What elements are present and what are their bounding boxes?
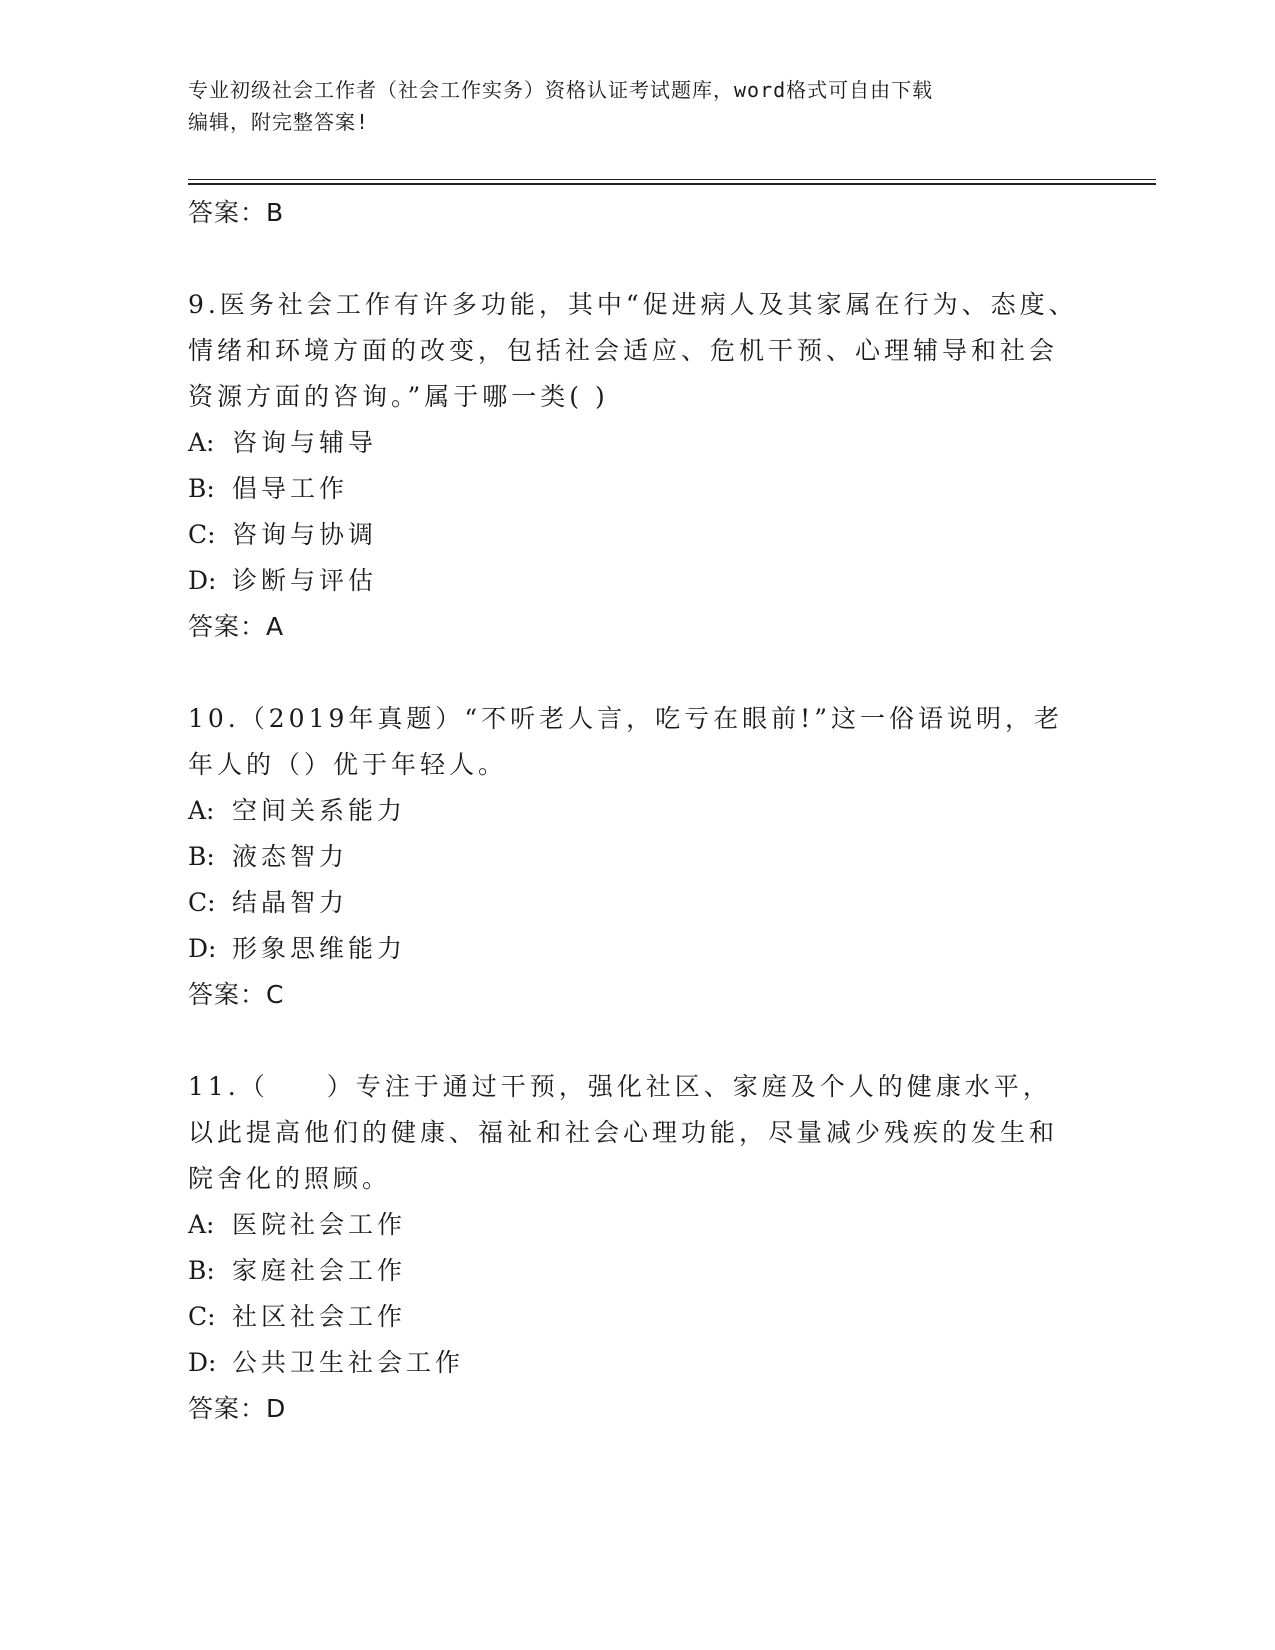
option-a [188, 788, 1078, 834]
question-list [188, 190, 1078, 1432]
option-key: D: [188, 566, 217, 595]
answer: 答案：C [188, 980, 285, 1009]
option-key: A: [188, 796, 215, 825]
option-d [188, 926, 1078, 972]
option-c [188, 1294, 1078, 1340]
header-title-line-1: 专业初级社会工作者（社会工作实务）资格认证考试题库，word格式可自由下载 [188, 78, 934, 102]
option-text: 形象思维能力 [232, 934, 407, 963]
option-text: 诊断与评估 [232, 566, 378, 595]
document-header [188, 74, 1068, 138]
option-a [188, 420, 1078, 466]
option-text: 咨询与协调 [232, 520, 378, 549]
question-text: 11.（ ）专注于通过干预，强化社区、家庭及个人的健康水平，以此提高他们的健康、福祉和社会心理功能，尽量减少残疾的发生和院舍化的照顾。 [188, 1072, 1059, 1193]
option-key: D: [188, 1348, 217, 1377]
option-key: A: [188, 1210, 215, 1239]
option-a [188, 1202, 1078, 1248]
header-divider-thick [188, 183, 1156, 185]
option-text: 液态智力 [232, 842, 349, 871]
option-text: 空间关系能力 [232, 796, 407, 825]
question-text: 10.（2019年真题）“不听老人言，吃亏在眼前!”这一俗语说明，老年人的（）优于年轻人。 [188, 704, 1063, 779]
option-text: 家庭社会工作 [232, 1256, 407, 1285]
option-d [188, 1340, 1078, 1386]
option-d [188, 558, 1078, 604]
option-c [188, 512, 1078, 558]
option-b [188, 466, 1078, 512]
option-key: B: [188, 474, 215, 503]
question-text: 9.医务社会工作有许多功能，其中“促进病人及其家属在行为、态度、情绪和环境方面的改变，包括社会适应、危机干预、心理辅导和社会资源方面的咨询。”属于哪一类( ) [188, 290, 1078, 411]
option-b [188, 1248, 1078, 1294]
option-text: 倡导工作 [232, 474, 349, 503]
question-10 [188, 696, 1078, 1018]
option-key: A: [188, 428, 215, 457]
option-key: C: [188, 520, 216, 549]
option-text: 社区社会工作 [232, 1302, 407, 1331]
question-9 [188, 282, 1078, 650]
option-key: B: [188, 1256, 215, 1285]
option-text: 咨询与辅导 [232, 428, 378, 457]
option-text: 结晶智力 [232, 888, 349, 917]
option-text: 医院社会工作 [232, 1210, 407, 1239]
answer: 答案：A [188, 612, 285, 641]
option-key: B: [188, 842, 215, 871]
header-divider-thin [188, 179, 1156, 180]
header-title-line-2: 编辑，附完整答案! [188, 110, 370, 134]
option-c [188, 880, 1078, 926]
previous-answer: 答案：B [188, 198, 285, 227]
option-key: C: [188, 1302, 216, 1331]
question-11 [188, 1064, 1078, 1432]
option-key: D: [188, 934, 217, 963]
answer: 答案：D [188, 1394, 287, 1423]
option-key: C: [188, 888, 216, 917]
option-b [188, 834, 1078, 880]
option-text: 公共卫生社会工作 [232, 1348, 465, 1377]
